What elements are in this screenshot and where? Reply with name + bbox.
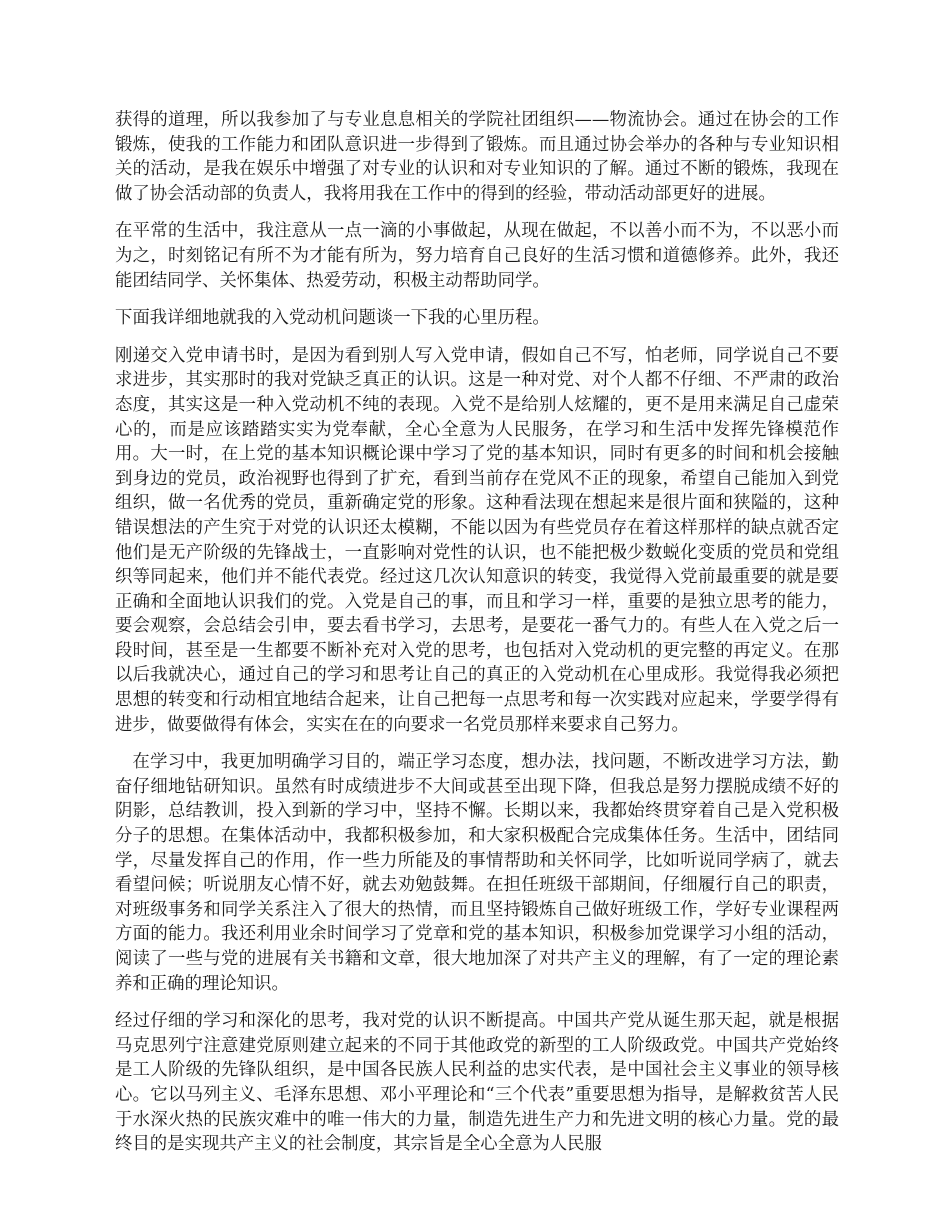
paragraph-motivation-intro: 下面我详细地就我的入党动机问题谈一下我的心里历程。 <box>115 308 550 329</box>
paragraph-daily-life: 在平常的生活中，我注意从一点一滴的小事做起，从现在做起，不以善小而不为，不以恶小而为之，时刻铭记有所不为才能有所为，努力培育自己良好的生活习惯和道德修养。此外，我还能团结同学、关怀集体、热爱劳动，积极主动帮助同学。 <box>115 221 839 291</box>
paragraph-party-understanding: 经过仔细的学习和深化的思考，我对党的认识不断提高。中国共产党从诞生那天起，就是根据马克思列宁注意建党原则建立起来的不同于其他政党的新型的工人阶级政党。中国共产党始终是工人阶级的先锋队组织，是中国各民族人民利益的忠实代表，是中国社会主义事业的领导核心。它以马列主义、毛泽东思想、邓小平理论和“三个代表”重要思想为指导，是解救贫苦人民于水深火热的民族灾难中的唯一伟大的力量，制造先进生产力和先进文明的核心力量。党的最终目的是实现共产主义的社会制度，其宗旨是全心全意为人民服 <box>115 1011 839 1155</box>
paragraph-association-work: 获得的道理，所以我参加了与专业息息相关的学院社团组织——物流协会。通过在协会的工作锻炼，使我的工作能力和团队意识进一步得到了锻炼。而且通过协会举办的各种与专业知识相关的活动，是我在娱乐中增强了对专业的认识和对专业知识的了解。通过不断的锻炼，我现在做了协会活动部的负责人，我将用我在工作中的得到的经验，带动活动部更好的进展。 <box>115 110 839 204</box>
paragraph-application-history: 刚递交入党申请书时，是因为看到别人写入党申请，假如自己不写，怕老师，同学说自己不要求进步，其实那时的我对党缺乏真正的认识。这是一种对党、对个人都不仔细、不严肃的政治态度，其实这是一种入党动机不纯的表现。入党不是给别人炫耀的，更不是用来满足自己虚荣心的，而是应该踏踏实实为党奉献，全心全意为人民服务，在学习和生活中发挥先锋模范作用。大一时，在上党的基本知识概论课中学习了党的基本知识，同时有更多的时间和机会接触到身边的党员，政治视野也得到了扩充，看到当前存在党风不正的现象，希望自己能加入到党组织，做一名优秀的党员，重新确定党的形象。这种看法现在想起来是很片面和狭隘的，这种错误想法的产生究于对党的认识还太模糊，不能以因为有些党员存在着这样那样的缺点就否定他们是无产阶级的先锋战士，一直影响对党性的认识，也不能把极少数蜕化变质的党员和党组织等同起来，他们并不能代表党。经过这几次认知意识的转变，我觉得入党前最重要的就是要正确和全面地认识我们的党。入党是自己的事，而且和学习一样，重要的是独立思考的能力，要会观察，会总结会引申，要去看书学习，去思考，是要花一番气力的。有些人在入党之后一段时间，甚至是一生都要不断补充对入党的思考，也包括对入党动机的更完整的再定义。在那以后我就决心，通过自己的学习和思考让自己的真正的入党动机在心里成形。我觉得我必须把思想的转变和行动相宜地结合起来，让自己把每一点思考和每一次实践对应起来，学要学得有进步，做要做得有体会，实实在在的向要求一名党员那样来要求自己努力。 <box>115 345 839 735</box>
document-page <box>115 108 839 1170</box>
paragraph-study: 在学习中，我更加明确学习目的，端正学习态度，想办法，找问题，不断改进学习方法，勤奋仔细地钻研知识。虽然有时成绩进步不大间或甚至出现下降，但我总是努力摆脱成绩不好的阴影，总结教训，投入到新的学习中，坚持不懈。长期以来，我都始终贯穿着自己是入党积极分子的思想。在集体活动中，我都积极参加，和大家积极配合完成集体任务。生活中，团结同学，尽量发挥自己的作用，作一些力所能及的事情帮助和关怀同学，比如听说同学病了，就去看望问候；听说朋友心情不好，就去劝勉鼓舞。在担任班级干部期间，仔细履行自己的职责，对班级事务和同学关系注入了很大的热情，而且坚持锻炼自己做好班级工作，学好专业课程两方面的能力。我还利用业余时间学习了党章和党的基本知识，积极参加党课学习小组的活动，阅读了一些与党的进展有关书籍和文章，很大地加深了对共产主义的理解，有了一定的理论素养和正确的理论知识。 <box>115 752 839 994</box>
